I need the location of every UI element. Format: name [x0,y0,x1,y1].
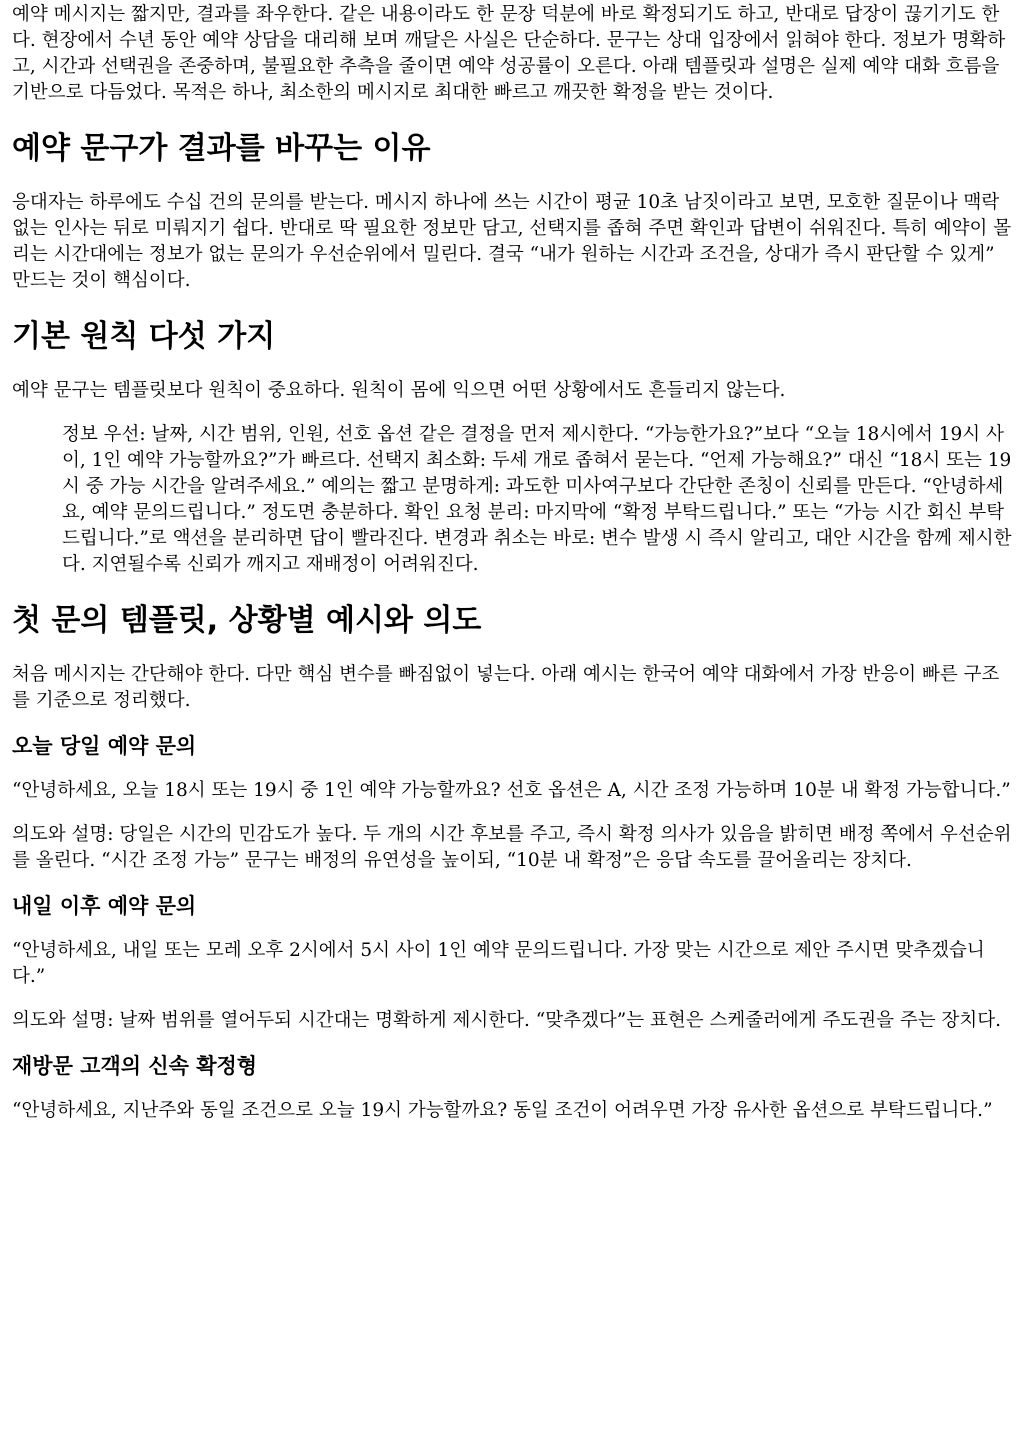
subheading-returning-customer: 재방문 고객의 신속 확정형 [12,1054,258,1078]
intro-paragraph: 예약 메시지는 짧지만, 결과를 좌우한다. 같은 내용이라도 한 문장 덕분에 바로 확정되기도 하고, 반대로 답장이 끊기기도 한다. 현장에서 수년 동안 예약 상담을 대리해 보며 깨달은 사실은 단순하다. 문구는 상대 입장에서 읽혀야 한다. 정보가 명확하고, 시간과 선택권을 존중하며, 불필요한 추측을 줄이면 예약 성공률이 오른다. 아래 템플릿과 설명은 실제 예약 대화 흐름을 기반으로 다듬었다. 목적은 하나, 최소한의 메시지로 최대한 빠르고 깨끗한 확정을 받는 것이다. [12,4,1006,103]
same-day-example: “안녕하세요, 오늘 18시 또는 19시 중 1인 예약 가능할까요? 선호 옵션은 A, 시간 조정 가능하며 10분 내 확정 가능합니다.” [12,780,1011,801]
returning-customer-example: “안녕하세요, 지난주와 동일 조건으로 오늘 19시 가능할까요? 동일 조건이 어려우면 가장 유사한 옵션으로 부탁드립니다.” [12,1100,993,1121]
section-heading-first-inquiry-templates: 첫 문의 템플릿, 상황별 예시와 의도 [12,603,482,638]
section-heading-five-principles: 기본 원칙 다섯 가지 [12,319,276,354]
section-why-body: 응대자는 하루에도 수십 건의 문의를 받는다. 메시지 하나에 쓰는 시간이 평균 10초 남짓이라고 보면, 모호한 질문이나 맥락 없는 인사는 뒤로 미뤄지기 쉽다. 반대로 딱 필요한 정보만 담고, 선택지를 좁혀 주면 확인과 답변이 쉬워진다. 특히 예약이 몰리는 시간대에는 정보가 없는 문의가 우선순위에서 밀린다. 결국 “내가 원하는 시간과 조건을, 상대가 즉시 판단할 수 있게” 만드는 것이 핵심이다. [12,192,1012,291]
tomorrow-explanation: 의도와 설명: 날짜 범위를 열어두되 시간대는 명확하게 제시한다. “맞추겠다”는 표현은 스케줄러에게 주도권을 주는 장치다. [12,1010,1002,1031]
subheading-tomorrow-inquiry: 내일 이후 예약 문의 [12,894,197,918]
subheading-same-day-inquiry: 오늘 당일 예약 문의 [12,734,197,758]
section-templates-body: 처음 메시지는 간단해야 한다. 다만 핵심 변수를 빠짐없이 넣는다. 아래 예시는 한국어 예약 대화에서 가장 반응이 빠른 구조를 기준으로 정리했다. [12,664,1000,711]
tomorrow-example: “안녕하세요, 내일 또는 모레 오후 2시에서 5시 사이 1인 예약 문의드립니다. 가장 맞는 시간으로 제안 주시면 맞추겠습니다.” [12,940,985,987]
section-principles-body: 예약 문구는 템플릿보다 원칙이 중요하다. 원칙이 몸에 익으면 어떤 상황에서도 흔들리지 않는다. [12,380,786,401]
principles-blockquote: 정보 우선: 날짜, 시간 범위, 인원, 선호 옵션 같은 결정을 먼저 제시한다. “가능한가요?”보다 “오늘 18시에서 19시 사이, 1인 예약 가능할까요?”가 빠르다. 선택지 최소화: 두세 개로 좁혀서 묻는다. “언제 가능해요?” 대신 “18시 또는 19시 중 가능 시간을 알려주세요.” 예의는 짧고 분명하게: 과도한 미사여구보다 간단한 존칭이 신뢰를 만든다. “안녕하세요, 예약 문의드립니다.” 정도면 충분하다. 확인 요청 분리: 마지막에 “확정 부탁드립니다.” 또는 “가능 시간 회신 부탁드립니다.”로 액션을 분리하면 답이 빨라진다. 변경과 취소는 바로: 변수 발생 시 즉시 알리고, 대안 시간을 함께 제시한다. 지연될수록 신뢰가 깨지고 재배정이 어려워진다. [62,424,1012,575]
section-heading-why-wording-matters: 예약 문구가 결과를 바꾸는 이유 [12,131,431,166]
same-day-explanation: 의도와 설명: 당일은 시간의 민감도가 높다. 두 개의 시간 후보를 주고, 즉시 확정 의사가 있음을 밝히면 배정 쪽에서 우선순위를 올린다. “시간 조정 가능” 문구는 배정의 유연성을 높이되, “10분 내 확정”은 응답 속도를 끌어올리는 장치다. [12,824,1012,871]
